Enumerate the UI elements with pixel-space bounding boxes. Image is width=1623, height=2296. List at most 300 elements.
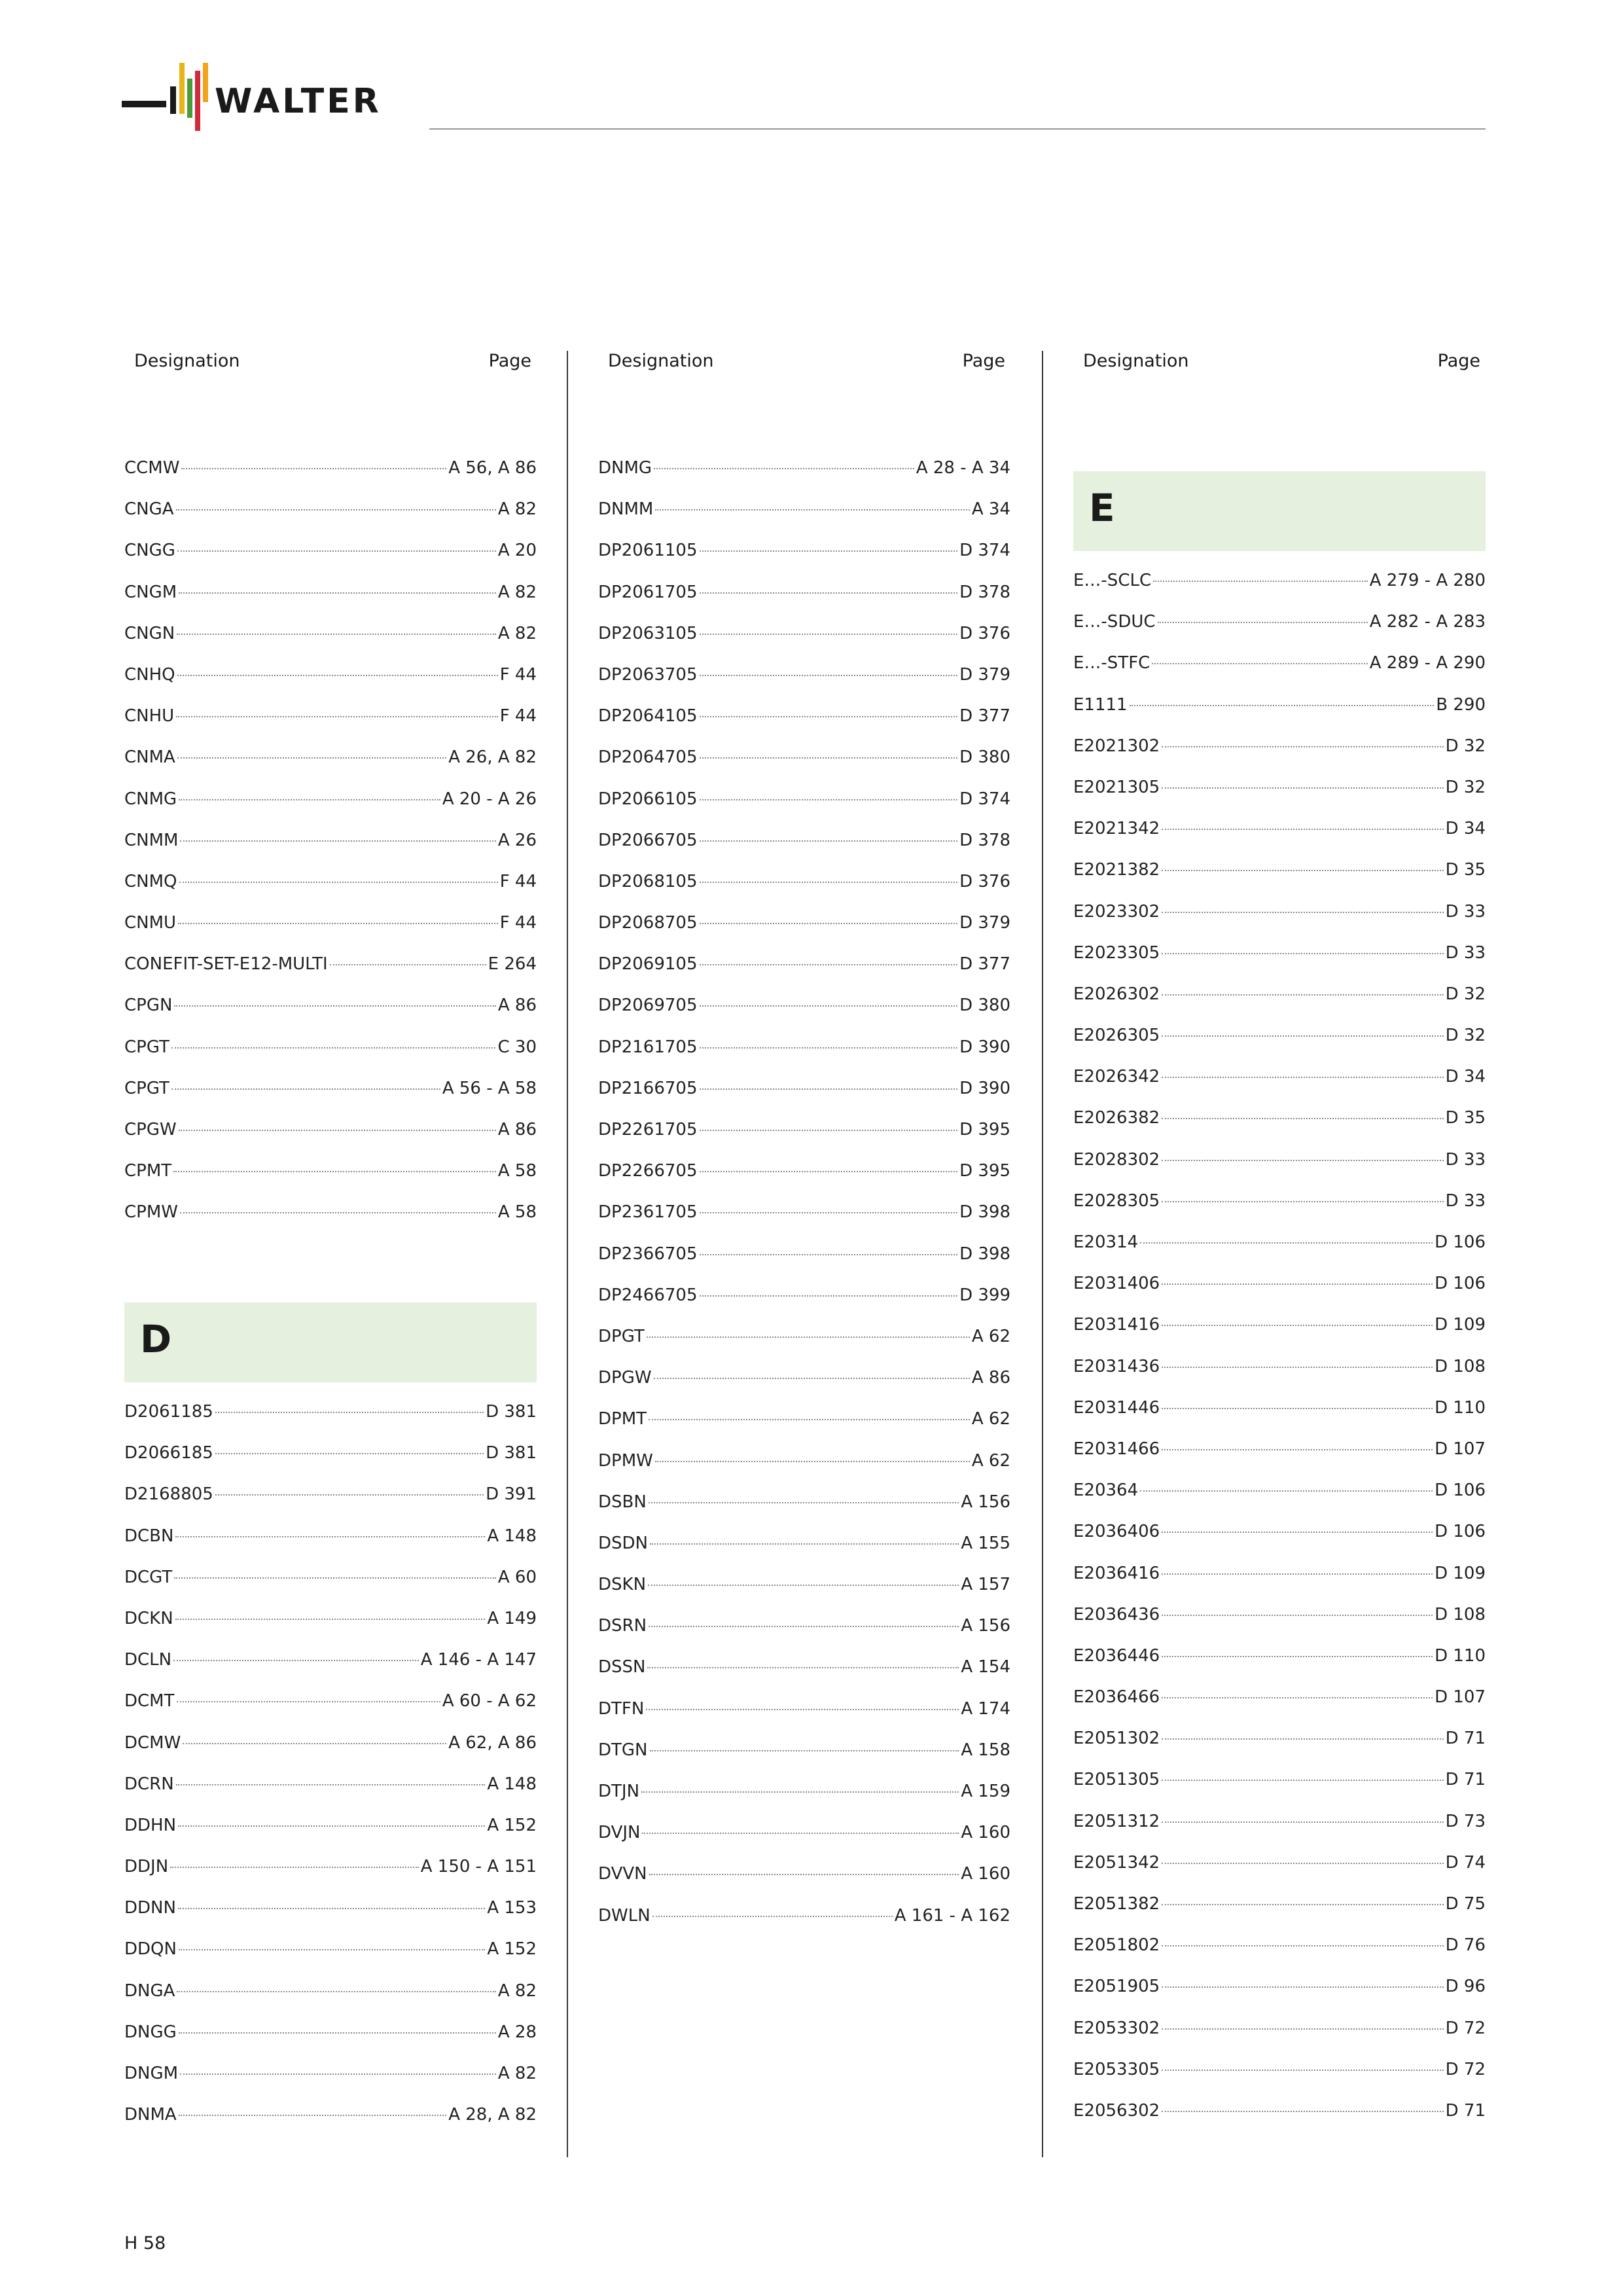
dot-leader — [1162, 1367, 1433, 1368]
dot-leader — [179, 592, 496, 594]
dot-leader — [647, 1667, 959, 1668]
entry-page: F 44 — [499, 913, 537, 933]
entry-page: D 381 — [486, 1402, 537, 1422]
dot-leader — [1162, 1821, 1443, 1823]
entry-page: A 148 — [487, 1774, 537, 1794]
page-number: H 58 — [124, 2233, 166, 2253]
entry-page: A 82 — [497, 499, 537, 520]
entry-list — [1073, 571, 1486, 2142]
index-entry — [1073, 612, 1486, 653]
index-entry — [124, 1650, 537, 1691]
entry-designation: DP2063705 — [598, 664, 698, 685]
index-entry — [598, 872, 1010, 913]
index-entry — [124, 1443, 537, 1484]
entry-designation: DCGT — [124, 1567, 173, 1587]
entry-designation: DP2361705 — [598, 1202, 698, 1223]
entry-page: D 110 — [1435, 1645, 1486, 1666]
entry-page: D 109 — [1435, 1315, 1486, 1335]
entry-page: D 109 — [1435, 1563, 1486, 1583]
index-entry — [1073, 1274, 1486, 1315]
entry-designation: DP2161705 — [598, 1037, 698, 1057]
entry-page: D 379 — [959, 913, 1010, 933]
entry-page: A 28 - A 34 — [916, 458, 1010, 478]
index-entry — [598, 1782, 1010, 1823]
entry-designation: DNGM — [124, 2064, 179, 2083]
entry-page: A 82 — [497, 582, 537, 602]
index-entry — [124, 1733, 537, 1774]
entry-list — [124, 458, 537, 1244]
entry-designation: DDJN — [124, 1857, 169, 1877]
entry-page: D 106 — [1435, 1480, 1486, 1501]
entry-page: D 72 — [1445, 2059, 1486, 2079]
entry-page: A 156 — [961, 1492, 1010, 1512]
entry-designation: E2026382 — [1073, 1108, 1160, 1128]
entry-designation: E2031436 — [1073, 1356, 1160, 1376]
entry-designation: DCBN — [124, 1526, 174, 1546]
dot-leader — [700, 1212, 958, 1213]
entry-designation: DP2166705 — [598, 1078, 698, 1098]
entry-page: D 32 — [1445, 736, 1486, 756]
dot-leader — [179, 799, 440, 800]
index-entry — [598, 831, 1010, 872]
index-entry — [1073, 1853, 1486, 1894]
entry-page: D 33 — [1445, 1149, 1486, 1170]
entry-page: A 62 — [971, 1450, 1010, 1471]
dot-leader — [700, 592, 958, 594]
entry-designation: DP2069105 — [598, 954, 698, 975]
entry-designation: E2051312 — [1073, 1811, 1160, 1831]
section-letter: D — [140, 1317, 172, 1361]
index-entry — [124, 1857, 537, 1898]
entry-designation: E2031416 — [1073, 1315, 1160, 1335]
entry-page: D 34 — [1445, 819, 1486, 839]
entry-designation: DP2063105 — [598, 623, 698, 643]
dot-leader — [178, 1825, 485, 1827]
entry-designation: DPGW — [598, 1368, 652, 1388]
dot-leader — [170, 1867, 419, 1868]
entry-designation: CNMM — [124, 830, 179, 850]
entry-page: D 32 — [1445, 1026, 1486, 1046]
entry-designation: DP2061105 — [598, 541, 698, 561]
dot-leader — [700, 716, 958, 717]
index-entry — [124, 996, 537, 1037]
page-heading: Page — [1437, 351, 1480, 371]
index-entry — [1073, 2060, 1486, 2101]
entry-page: D 377 — [959, 706, 1010, 726]
entry-designation: DVJN — [598, 1823, 641, 1843]
column-divider — [1042, 351, 1043, 2157]
index-entry — [598, 1368, 1010, 1409]
index-entry — [598, 747, 1010, 789]
index-entry — [598, 1327, 1010, 1368]
dot-leader — [1162, 1780, 1443, 1781]
dot-leader — [330, 964, 486, 965]
entry-page: A 60 - A 62 — [442, 1691, 537, 1712]
entry-page: A 155 — [961, 1533, 1010, 1553]
entry-page: F 44 — [499, 664, 537, 685]
dot-leader — [700, 1047, 958, 1049]
entry-page: D 32 — [1445, 984, 1486, 1004]
entry-designation: DTJN — [598, 1782, 640, 1801]
dot-leader — [1162, 1986, 1443, 1988]
entry-designation: CPGT — [124, 1078, 169, 1098]
entry-designation: DP2066705 — [598, 830, 698, 850]
dot-leader — [171, 1047, 496, 1049]
entry-designation: E2053302 — [1073, 2018, 1160, 2038]
entry-page: D 106 — [1435, 1232, 1486, 1252]
entry-page: D 73 — [1445, 1811, 1486, 1831]
entry-page: D 374 — [959, 789, 1010, 809]
dot-leader — [1162, 1945, 1443, 1946]
dot-leader — [171, 1088, 440, 1090]
column-header — [124, 351, 537, 377]
dot-leader — [700, 1254, 958, 1255]
entry-designation: E2026305 — [1073, 1026, 1160, 1046]
index-entry — [598, 1244, 1010, 1285]
entry-designation: E2031466 — [1073, 1439, 1160, 1459]
dot-leader — [178, 1908, 485, 1909]
index-entry — [124, 789, 537, 831]
dot-leader — [700, 675, 958, 676]
index-entry — [124, 541, 537, 582]
entry-page: A 150 - A 151 — [420, 1857, 537, 1877]
entry-page: A 152 — [487, 1815, 537, 1835]
index-entry — [1073, 943, 1486, 984]
entry-designation: CPMW — [124, 1202, 178, 1223]
dot-leader — [1162, 1325, 1433, 1326]
entry-page: D 390 — [959, 1078, 1010, 1098]
entry-page: D 395 — [959, 1161, 1010, 1181]
dot-leader — [178, 923, 498, 924]
index-entry — [1073, 1398, 1486, 1439]
index-entry — [124, 624, 537, 665]
dot-leader — [180, 1212, 496, 1213]
entry-designation: DP2069705 — [598, 996, 698, 1016]
dot-leader — [215, 1453, 484, 1454]
index-entry — [124, 1774, 537, 1816]
dot-leader — [700, 799, 958, 800]
index-entry — [1073, 1026, 1486, 1067]
entry-designation: E2026342 — [1073, 1067, 1160, 1087]
entry-designation: DCKN — [124, 1608, 173, 1628]
dot-leader — [641, 1791, 959, 1793]
entry-page: A 160 — [961, 1864, 1010, 1884]
dot-leader — [1152, 663, 1367, 664]
walter-logo — [122, 60, 403, 134]
dot-leader — [1162, 829, 1443, 830]
dot-leader — [649, 1874, 959, 1875]
index-entry — [598, 1285, 1010, 1327]
entry-page: A 62 — [971, 1326, 1010, 1346]
entry-page: D 71 — [1445, 1770, 1486, 1790]
dot-leader — [650, 1543, 959, 1545]
entry-designation: E2023305 — [1073, 942, 1160, 963]
entry-designation: CPMT — [124, 1161, 172, 1181]
entry-designation: E…-STFC — [1073, 653, 1150, 673]
entry-page: A 86 — [971, 1368, 1010, 1388]
index-entry — [598, 1534, 1010, 1575]
entry-page: A 34 — [971, 499, 1010, 520]
entry-designation: DCMW — [124, 1732, 181, 1753]
dot-leader — [1162, 1201, 1443, 1202]
column-header — [1073, 351, 1486, 377]
entry-designation: DCRN — [124, 1774, 174, 1794]
entry-page: A 58 — [497, 1161, 537, 1181]
index-entry — [1073, 1564, 1486, 1605]
entry-page: E 264 — [488, 954, 537, 975]
entry-designation: DDHN — [124, 1815, 177, 1835]
entry-page: F 44 — [499, 871, 537, 891]
entry-page: D 377 — [959, 954, 1010, 975]
entry-designation: D2168805 — [124, 1484, 213, 1505]
index-entry — [124, 1981, 537, 2022]
entry-page: D 376 — [959, 623, 1010, 643]
header-rule — [429, 128, 1486, 130]
entry-page: D 381 — [486, 1443, 537, 1463]
entry-designation: E2021302 — [1073, 736, 1160, 756]
index-entry — [124, 1898, 537, 1939]
dot-leader — [1162, 1738, 1443, 1740]
entry-list — [124, 1402, 537, 2146]
index-entry — [1073, 1605, 1486, 1646]
entry-page: D 378 — [959, 830, 1010, 850]
dot-leader — [652, 1916, 893, 1917]
page-heading: Page — [962, 351, 1005, 371]
entry-page: A 28, A 82 — [448, 2105, 537, 2125]
entry-designation: E2021382 — [1073, 860, 1160, 880]
entry-page: A 62 — [971, 1409, 1010, 1429]
entry-designation: DCMT — [124, 1691, 175, 1712]
entry-designation: CNGM — [124, 582, 177, 602]
entry-designation: CPGW — [124, 1120, 177, 1139]
entry-designation: DSRN — [598, 1616, 647, 1636]
index-entry — [1073, 1067, 1486, 1108]
entry-page: D 380 — [959, 747, 1010, 768]
entry-page: D 71 — [1445, 1729, 1486, 1749]
index-entry — [598, 996, 1010, 1037]
dot-leader — [180, 2073, 496, 2075]
entry-page: D 96 — [1445, 1977, 1486, 1997]
entry-designation: E1111 — [1073, 694, 1128, 715]
dot-leader — [700, 840, 958, 842]
dot-leader — [177, 675, 498, 676]
entry-page: D 35 — [1445, 1108, 1486, 1128]
index-entry — [1073, 1357, 1486, 1398]
entry-designation: DP2068105 — [598, 871, 698, 891]
index-entry — [598, 913, 1010, 954]
index-entry — [598, 1616, 1010, 1657]
entry-page: D 33 — [1445, 1191, 1486, 1211]
dot-leader — [1162, 953, 1443, 954]
entry-page: D 374 — [959, 541, 1010, 561]
entry-designation: CNGN — [124, 623, 175, 643]
dot-leader — [1162, 994, 1443, 996]
index-entry — [1073, 1232, 1486, 1274]
index-entry — [598, 583, 1010, 624]
entry-page: A 156 — [961, 1616, 1010, 1636]
dot-leader — [177, 1991, 495, 1992]
dot-leader — [649, 1419, 970, 1420]
entry-page: A 159 — [961, 1782, 1010, 1801]
dot-leader — [175, 1619, 486, 1620]
entry-page: A 56 - A 58 — [442, 1078, 537, 1098]
dot-leader — [655, 1461, 970, 1462]
entry-page: A 160 — [961, 1823, 1010, 1843]
entry-designation: E2023302 — [1073, 901, 1160, 922]
dot-leader — [1162, 1035, 1443, 1037]
entry-designation: E20364 — [1073, 1480, 1139, 1501]
index-entry — [598, 1079, 1010, 1120]
entry-page: D 108 — [1435, 1356, 1486, 1376]
index-entry — [598, 499, 1010, 541]
index-entry — [124, 2022, 537, 2064]
dot-leader — [179, 1130, 496, 1131]
column-divider — [567, 351, 568, 2157]
index-entry — [124, 1402, 537, 1443]
dot-leader — [700, 1295, 958, 1297]
index-entry — [1073, 1108, 1486, 1149]
index-entry — [598, 1120, 1010, 1161]
dot-leader — [1158, 622, 1368, 623]
index-entry — [1073, 1522, 1486, 1563]
section-letter: E — [1089, 486, 1115, 530]
entry-designation: DNMG — [598, 458, 652, 478]
dot-leader — [1162, 1573, 1433, 1575]
dot-leader — [1162, 1904, 1443, 1905]
entry-designation: DP2261705 — [598, 1120, 698, 1139]
dot-leader — [700, 634, 958, 635]
entry-page: D 108 — [1435, 1604, 1486, 1624]
dot-leader — [649, 1502, 959, 1503]
entry-page: A 82 — [497, 1981, 537, 2001]
dot-leader — [1162, 787, 1443, 789]
index-entry — [1073, 860, 1486, 901]
index-entry — [124, 1120, 537, 1161]
dot-leader — [649, 1626, 959, 1627]
index-entry — [124, 2105, 537, 2146]
entry-page: D 33 — [1445, 942, 1486, 963]
dot-leader — [173, 1660, 419, 1661]
entry-designation: DCLN — [124, 1650, 172, 1670]
dot-leader — [1140, 1490, 1433, 1492]
entry-designation: DNGG — [124, 2022, 177, 2042]
entry-designation: DNGA — [124, 1981, 175, 2001]
entry-designation: DP2266705 — [598, 1161, 698, 1181]
entry-designation: DDQN — [124, 1939, 177, 1960]
entry-designation: CNMU — [124, 913, 177, 933]
entry-page: D 390 — [959, 1037, 1010, 1057]
entry-designation: E…-SDUC — [1073, 612, 1156, 632]
dot-leader — [1130, 705, 1435, 706]
dot-leader — [1140, 1242, 1433, 1244]
index-entry — [598, 1699, 1010, 1740]
entry-page: D 110 — [1435, 1397, 1486, 1418]
dot-leader — [1162, 1532, 1433, 1533]
entry-designation: E2036406 — [1073, 1522, 1160, 1542]
index-entry — [598, 458, 1010, 499]
dot-leader — [181, 468, 446, 469]
dot-leader — [648, 1585, 959, 1586]
entry-page: D 376 — [959, 871, 1010, 891]
brand-name: WALTER — [215, 82, 382, 121]
entry-page: A 58 — [497, 1202, 537, 1223]
dot-leader — [177, 550, 496, 552]
entry-page: A 146 - A 147 — [420, 1650, 537, 1670]
entry-designation: DVVN — [598, 1864, 647, 1884]
entry-designation: E2021342 — [1073, 819, 1160, 839]
dot-leader — [1162, 1118, 1443, 1119]
entry-designation: E2051342 — [1073, 1852, 1160, 1873]
entry-designation: E2036446 — [1073, 1645, 1160, 1666]
index-entry — [124, 1484, 537, 1526]
dot-leader — [654, 468, 914, 469]
entry-page: A 28 — [497, 2022, 537, 2042]
index-entry — [598, 1740, 1010, 1782]
dot-leader — [646, 1709, 959, 1710]
index-entry — [124, 1939, 537, 1981]
index-entry — [124, 1202, 537, 1244]
entry-designation: DSDN — [598, 1533, 648, 1553]
entry-designation: E2053305 — [1073, 2059, 1160, 2079]
index-entry — [1073, 695, 1486, 736]
entry-page: D 75 — [1445, 1894, 1486, 1914]
index-entry — [124, 954, 537, 996]
dot-leader — [173, 1171, 496, 1172]
entry-page: D 35 — [1445, 860, 1486, 880]
dot-leader — [176, 509, 496, 511]
entry-designation: D2061185 — [124, 1402, 213, 1422]
entry-designation: CPGT — [124, 1037, 169, 1057]
index-entry — [1073, 571, 1486, 612]
dot-leader — [215, 1494, 484, 1496]
entry-page: A 20 — [497, 541, 537, 561]
dot-leader — [179, 2115, 446, 2116]
entry-page: D 106 — [1435, 1522, 1486, 1542]
dot-leader — [176, 1784, 486, 1785]
dot-leader — [1162, 2028, 1443, 2030]
entry-page: A 86 — [497, 1120, 537, 1139]
entry-page: D 399 — [959, 1285, 1010, 1305]
entry-designation: CNMQ — [124, 871, 177, 891]
dot-leader — [179, 882, 498, 883]
entry-designation: DP2366705 — [598, 1244, 698, 1264]
index-entry — [1073, 736, 1486, 778]
index-entry — [598, 1864, 1010, 1905]
entry-designation: D2066185 — [124, 1443, 213, 1463]
section-band-d — [124, 1302, 537, 1382]
index-entry — [124, 499, 537, 541]
entry-designation: E2051802 — [1073, 1935, 1160, 1956]
entry-page: D 378 — [959, 582, 1010, 602]
entry-designation: DP2064105 — [598, 706, 698, 726]
entry-page: D 33 — [1445, 901, 1486, 922]
entry-page: A 56, A 86 — [448, 458, 537, 478]
dot-leader — [700, 1130, 958, 1131]
entry-designation: DNMM — [598, 499, 654, 520]
index-entry — [124, 583, 537, 624]
dot-leader — [1162, 1449, 1433, 1450]
index-entry — [124, 1526, 537, 1568]
entry-page: D 107 — [1435, 1687, 1486, 1708]
entry-page: D 398 — [959, 1244, 1010, 1264]
index-entry — [598, 665, 1010, 706]
entry-page: D 391 — [486, 1484, 537, 1505]
index-entry — [124, 665, 537, 706]
dot-leader — [1162, 2111, 1443, 2112]
entry-designation: DSBN — [598, 1492, 647, 1512]
entry-page: B 290 — [1436, 694, 1486, 715]
entry-page: A 158 — [961, 1740, 1010, 1760]
